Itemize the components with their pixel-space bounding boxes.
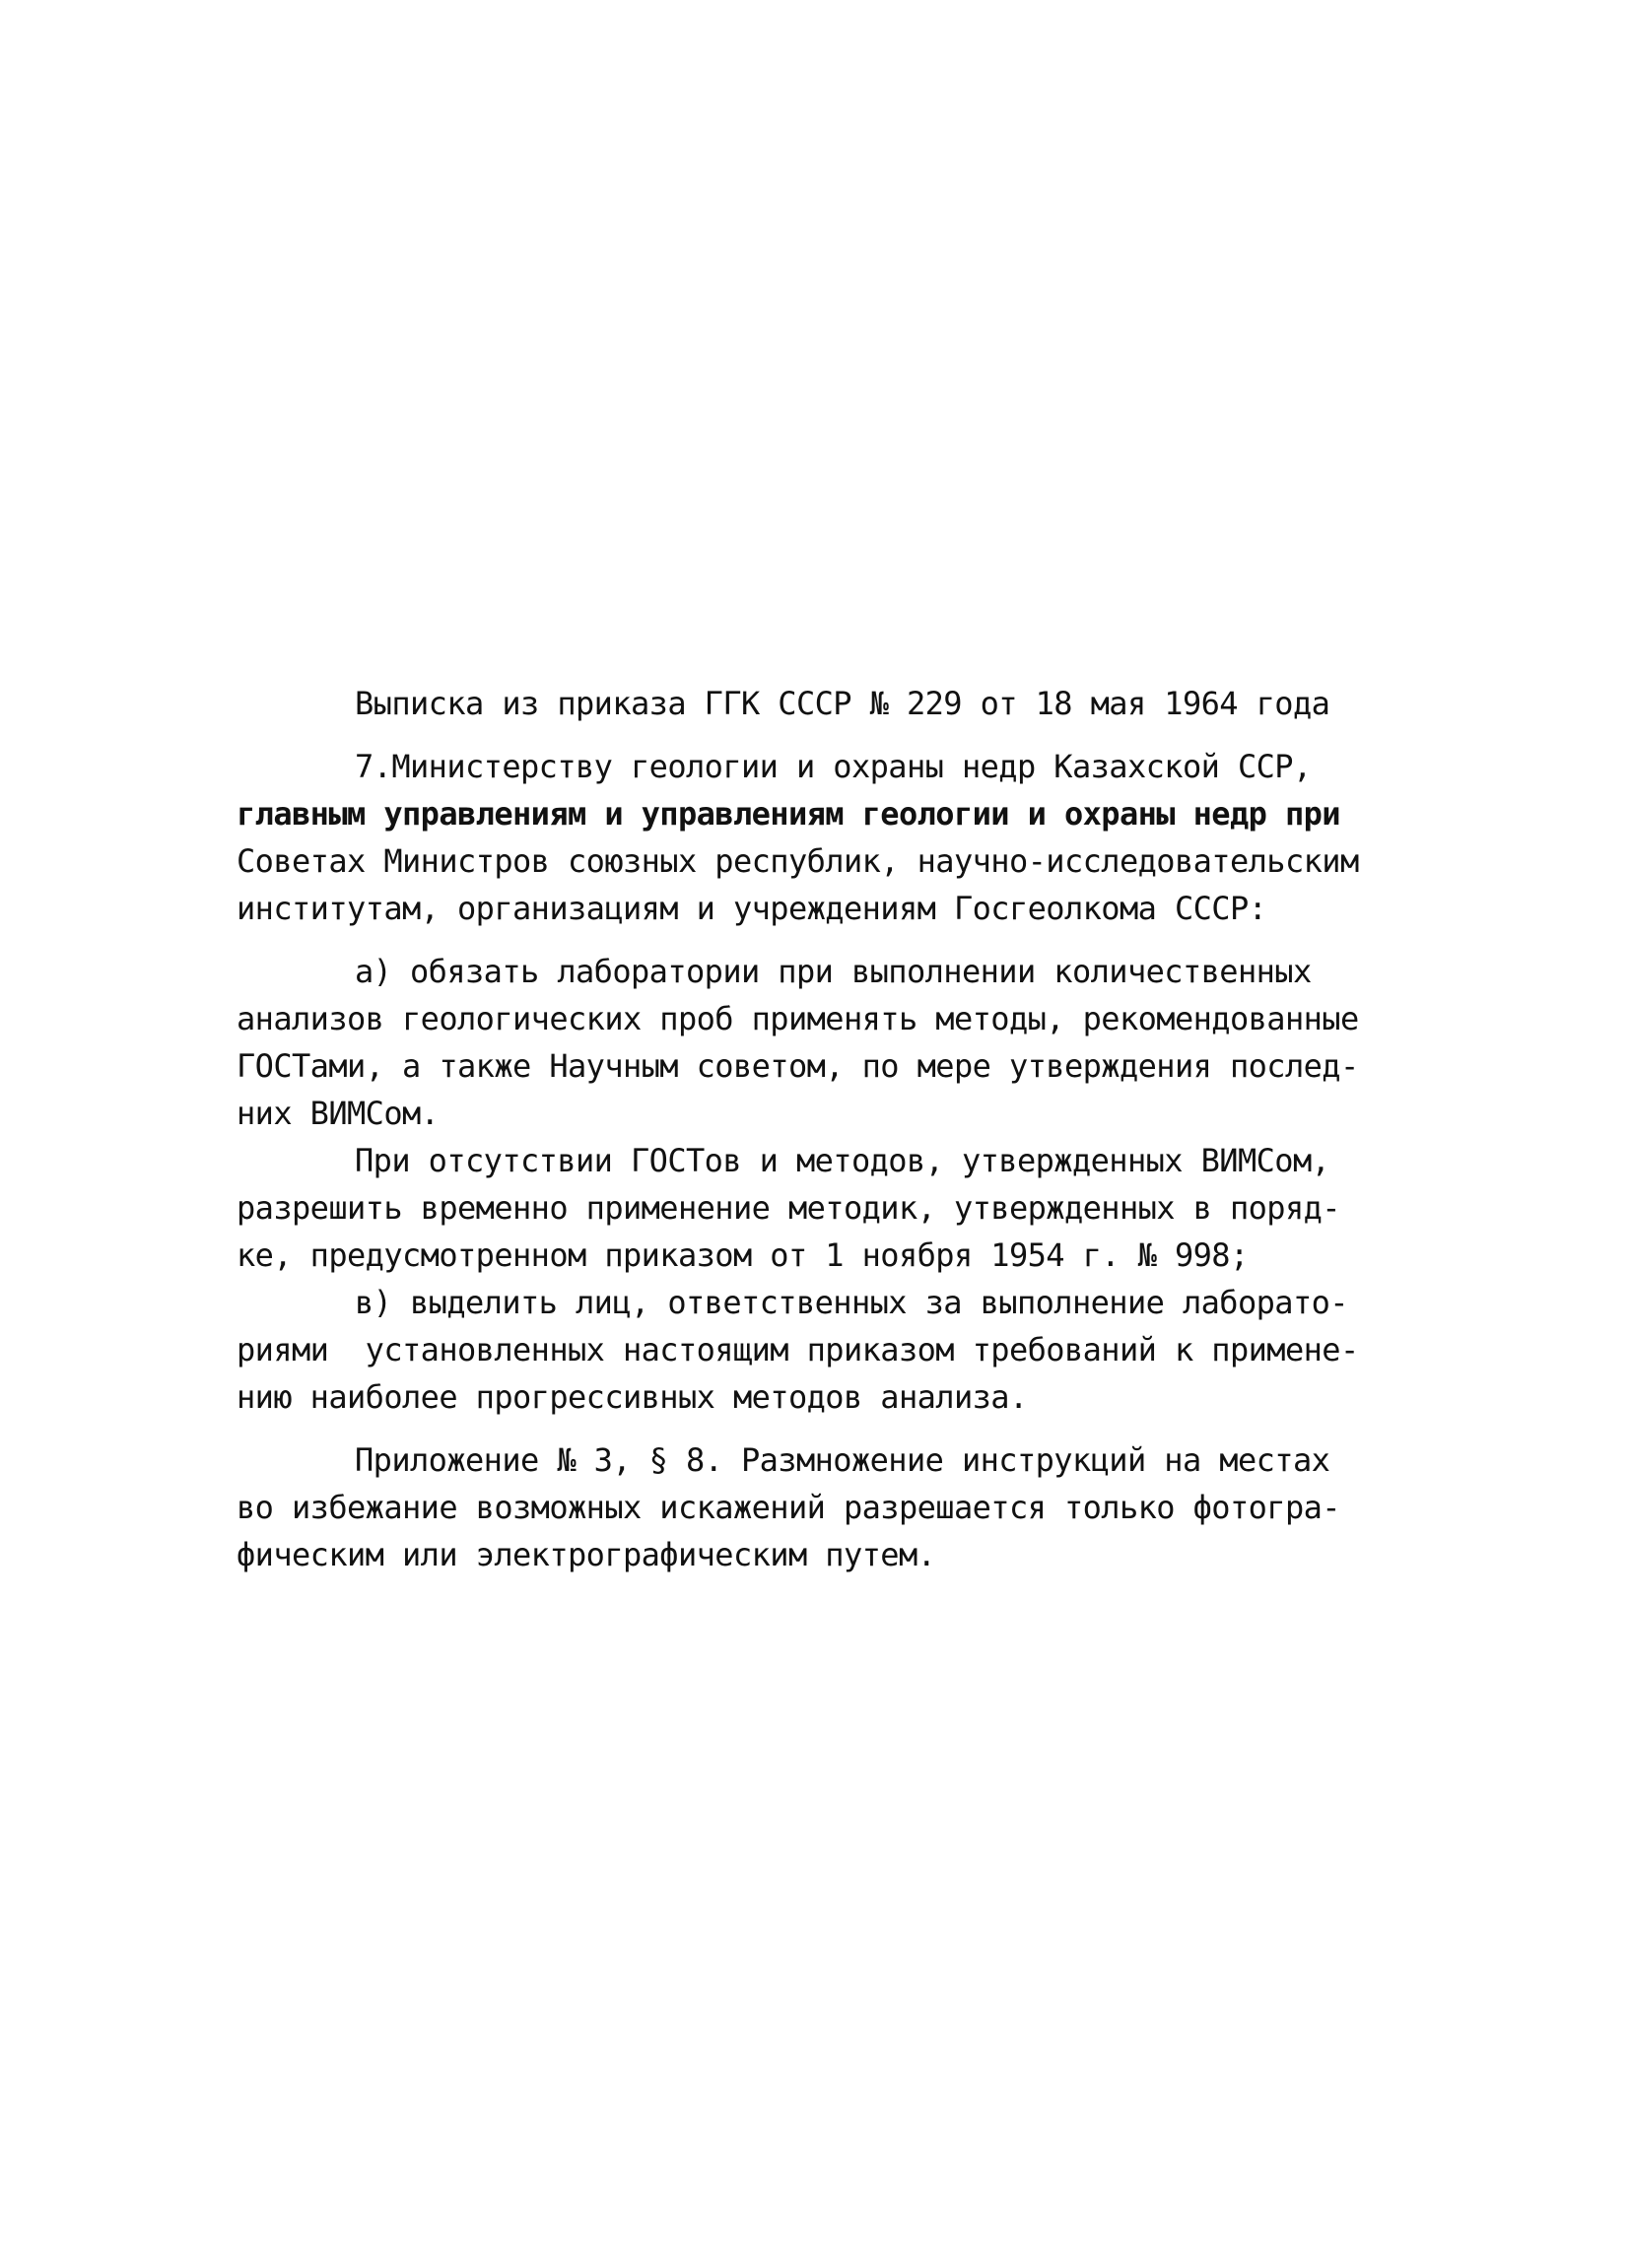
- item-a-line: анализов геологических проб применять методы, рекомендованные: [237, 1000, 1359, 1037]
- spacer: [237, 727, 1409, 743]
- item-v-line: в) выделить лиц, ответственных за выполнение лаборато-: [355, 1284, 1348, 1321]
- document-body: [237, 680, 1409, 1578]
- item-v-line: нию наиболее прогрессивных методов анализа.: [237, 1378, 1028, 1416]
- spacer: [237, 1421, 1409, 1436]
- paragraph-7-line: главным управлениям и управлениям геологии и охраны недр при: [237, 795, 1340, 833]
- paragraph-7-line: Советах Министров союзных республик, научно-исследовательским: [237, 842, 1359, 880]
- item-a-note-line: ке, предусмотренном приказом от 1 ноября 1954 г. № 998;: [237, 1236, 1249, 1274]
- spacer: [237, 932, 1409, 948]
- appendix-line: Приложение № 3, § 8. Размножение инструкций на местах: [355, 1441, 1330, 1479]
- item-a-line: а) обязать лаборатории при выполнении количественных: [355, 953, 1312, 990]
- document-title: Выписка из приказа ГГК СССР № 229 от 18 мая 1964 года: [355, 685, 1330, 722]
- item-v-line: риями установленных настоящим приказом требований к примене-: [237, 1331, 1359, 1368]
- appendix-line: во избежание возможных искажений разрешается только фотогра-: [237, 1489, 1340, 1526]
- item-a-line: ГОСТами, а также Научным советом, по мере утверждения послед-: [237, 1047, 1359, 1085]
- item-a-note-line: При отсутствии ГОСТов и методов, утвержденных ВИМСом,: [355, 1142, 1330, 1179]
- paragraph-7-line: институтам, организациям и учреждениям Госгеолкома СССР:: [237, 890, 1267, 927]
- appendix-line: фическим или электрографическим путем.: [237, 1536, 936, 1573]
- item-a-note-line: разрешить временно применение методик, утвержденных в поряд-: [237, 1189, 1340, 1227]
- item-a-line: них ВИМСом.: [237, 1095, 440, 1132]
- paragraph-7-line: 7.Министерству геологии и охраны недр Казахской ССР,: [355, 748, 1312, 785]
